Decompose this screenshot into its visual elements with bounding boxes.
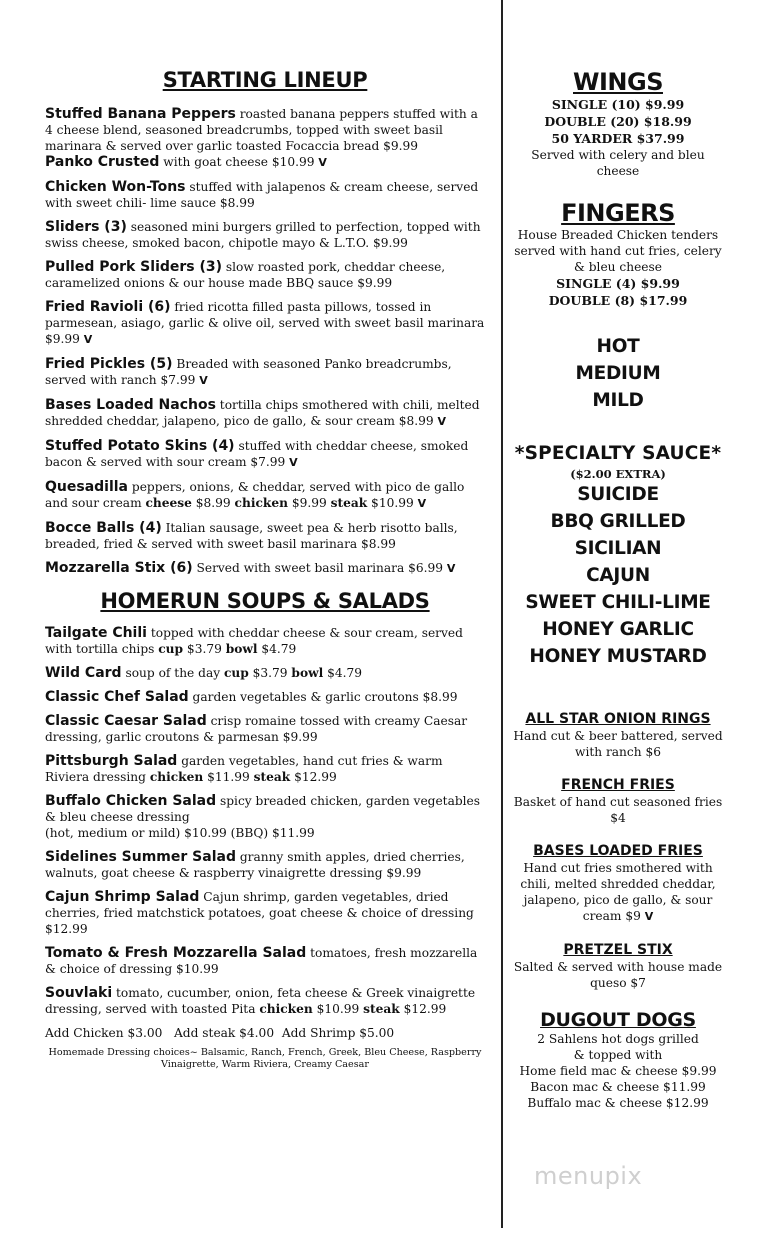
vegetarian-mark: V xyxy=(417,497,427,510)
item-desc: with goat cheese $10.99 xyxy=(159,155,319,169)
item-name: Stuffed Potato Skins (4) xyxy=(45,438,235,454)
item-desc: garden vegetables & garlic croutons $8.99 xyxy=(188,690,458,704)
dugout-dogs-line: 2 Sahlens hot dogs grilled xyxy=(537,1032,699,1046)
item-name: Classic Caesar Salad xyxy=(45,713,207,729)
item-name: Sliders (3) xyxy=(45,219,127,235)
fingers-title: FINGERS xyxy=(561,199,675,227)
side-item xyxy=(512,842,724,925)
heat-levels xyxy=(512,333,724,414)
option-label: steak xyxy=(363,1002,400,1016)
item-desc: tomatoes, fresh mozzarella & choice of dressing $10.99 xyxy=(45,946,478,976)
option-price: $4.79 xyxy=(323,666,362,680)
option-price: $10.99 xyxy=(312,1002,364,1016)
wings-note: Served with celery and bleu cheese xyxy=(531,148,705,178)
vegetarian-mark: V xyxy=(446,562,456,575)
item-name: Pittsburgh Salad xyxy=(45,753,178,769)
item-desc: granny smith apples, dried cherries, walnuts, goat cheese & raspberry vinaigrette dressing $9.99 xyxy=(45,850,465,880)
menu-item xyxy=(45,179,485,211)
dugout-dogs-line: Home field mac & cheese $9.99 xyxy=(519,1064,717,1078)
side-item xyxy=(512,776,724,826)
item-name: Mozzarella Stix (6) xyxy=(45,560,193,576)
side-title: BASES LOADED FRIES xyxy=(533,843,703,859)
side-title: ALL STAR ONION RINGS xyxy=(525,711,711,727)
menu-item xyxy=(45,299,485,348)
option-label: chicken xyxy=(234,496,288,510)
specialty-sauce-title: *SPECIALTY SAUCE* xyxy=(514,443,722,464)
option-price: $12.99 xyxy=(399,1002,447,1016)
item-name: Souvlaki xyxy=(45,985,113,1001)
item-desc: seasoned mini burgers grilled to perfection, topped with swiss cheese, smoked bacon, chipotle mayo & L.T.O. $9.99 xyxy=(45,220,481,250)
fingers-section xyxy=(512,199,724,309)
option-price: $8.99 xyxy=(191,496,235,510)
option-label: cup xyxy=(223,666,249,680)
fingers-price: DOUBLE (8) $17.99 xyxy=(548,293,688,308)
item-name: Buffalo Chicken Salad xyxy=(45,793,217,809)
item-name: Wild Card xyxy=(45,665,122,681)
menu-item xyxy=(45,219,485,251)
item-name: Stuffed Banana Peppers xyxy=(45,106,236,122)
item-name: Fried Pickles (5) xyxy=(45,356,173,372)
vegetarian-mark: V xyxy=(437,415,447,428)
fingers-desc: House Breaded Chicken tenders served with hand cut fries, celery & bleu cheese xyxy=(514,228,722,274)
option-label: chicken xyxy=(259,1002,313,1016)
soups-salads-list xyxy=(45,625,485,1017)
option-label: cup xyxy=(158,642,184,656)
side-desc: Hand cut & beer battered, served with ranch $6 xyxy=(513,729,723,759)
menu-item xyxy=(45,625,485,657)
side-item xyxy=(512,710,724,760)
menu-item xyxy=(45,985,485,1017)
side-title: FRENCH FRIES xyxy=(561,777,675,793)
vegetarian-mark: V xyxy=(199,374,208,387)
wings-price: 50 YARDER $37.99 xyxy=(551,131,685,146)
sauce-name: HONEY GARLIC xyxy=(542,619,694,640)
wings-section xyxy=(512,68,724,179)
item-name: Tomato & Fresh Mozzarella Salad xyxy=(45,945,307,961)
side-title: PRETZEL STIX xyxy=(563,942,673,958)
add-ons-line: Add Chicken $3.00 Add steak $4.00 Add Shrimp $5.00 xyxy=(45,1026,395,1040)
side-desc: Salted & served with house made queso $7 xyxy=(513,960,723,990)
item-desc: soup of the day xyxy=(121,666,224,680)
heat-level: MEDIUM xyxy=(575,363,661,384)
item-desc: stuffed with jalapenos & cream cheese, served with sweet chili- lime sauce $8.99 xyxy=(45,180,479,210)
sauce-name: CAJUN xyxy=(586,565,650,586)
option-label: steak xyxy=(330,496,368,510)
item-desc: peppers, onions, & cheddar, served with pico de gallo and sour cream xyxy=(45,480,465,510)
menu-item xyxy=(45,889,485,937)
item-name: Chicken Won-Tons xyxy=(45,179,186,195)
dugout-dogs-title: DUGOUT DOGS xyxy=(540,1009,696,1031)
soups-salads-title: HOMERUN SOUPS & SALADS xyxy=(100,589,430,613)
item-name: Sidelines Summer Salad xyxy=(45,849,236,865)
wings-price: DOUBLE (20) $18.99 xyxy=(544,114,692,129)
sauce-name: SUICIDE xyxy=(577,484,659,505)
heat-level: MILD xyxy=(592,390,644,411)
item-desc: stuffed with cheddar cheese, smoked bacon & served with sour cream $7.99 xyxy=(45,439,469,469)
vegetarian-mark: V xyxy=(318,156,327,169)
item-desc: Breaded with seasoned Panko breadcrumbs, served with ranch $7.99 xyxy=(45,357,452,387)
dugout-dogs-line: & topped with xyxy=(573,1048,663,1062)
option-price: $11.99 xyxy=(203,770,254,784)
option-label: chicken xyxy=(149,770,204,784)
option-price: $12.99 xyxy=(290,770,337,784)
item-desc: crisp romaine tossed with creamy Caesar dressing, garlic croutons & parmesan $9.99 xyxy=(45,714,468,744)
option-price: $3.79 xyxy=(183,642,226,656)
item-desc: spicy breaded chicken, garden vegetables & bleu cheese dressing xyxy=(45,794,481,824)
item-name: Panko Crusted xyxy=(45,154,160,170)
option-price: $3.79 xyxy=(248,666,292,680)
menu-item xyxy=(45,945,485,977)
vegetarian-mark: V xyxy=(644,910,654,923)
option-price: $9.99 xyxy=(287,496,331,510)
option-price: $10.99 xyxy=(367,496,418,510)
menu-item xyxy=(45,665,485,681)
item-name: Tailgate Chili xyxy=(45,625,147,641)
left-column xyxy=(45,68,485,1071)
item-desc: roasted banana peppers stuffed with a 4 cheese blend, seasoned breadcrumbs, topped with sweet basil marinara & served over garlic toasted Focaccia bread $9.99 xyxy=(45,107,478,153)
sauce-name: SICILIAN xyxy=(574,538,662,559)
specialty-extra: ($2.00 EXTRA) xyxy=(570,467,666,481)
item-name: Quesadilla xyxy=(45,479,129,495)
menu-item xyxy=(45,520,485,552)
sauce-name: BBQ GRILLED xyxy=(550,511,686,532)
item-desc: tortilla chips smothered with chili, melted shredded cheddar, jalapeno, pico de gallo, & sour cream $8.99 xyxy=(45,398,480,428)
menu-item xyxy=(45,793,485,841)
menu-item xyxy=(45,689,485,705)
option-label: steak xyxy=(253,770,291,784)
item-desc: Served with sweet basil marinara $6.99 xyxy=(192,561,447,575)
option-price: $4.79 xyxy=(257,642,297,656)
starting-lineup-title: STARTING LINEUP xyxy=(162,68,368,92)
option-label: bowl xyxy=(225,642,258,656)
side-desc: Basket of hand cut seasoned fries $4 xyxy=(513,795,723,825)
menu-item xyxy=(45,356,485,389)
specialty-sauce-section xyxy=(512,440,724,670)
item-name: Bases Loaded Nachos xyxy=(45,397,216,413)
item-desc-extra: (hot, medium or mild) $10.99 (BBQ) $11.99 xyxy=(45,826,315,840)
dugout-dogs-line: Bacon mac & cheese $11.99 xyxy=(530,1080,706,1094)
option-label: bowl xyxy=(291,666,324,680)
starting-lineup-list xyxy=(45,106,485,577)
sauce-name: SWEET CHILI-LIME xyxy=(525,592,711,613)
menu-item xyxy=(45,397,485,430)
wings-price: SINGLE (10) $9.99 xyxy=(551,97,685,112)
menu-item xyxy=(45,479,485,512)
vegetarian-mark: V xyxy=(289,456,298,469)
menu-item xyxy=(45,106,485,154)
menu-item xyxy=(45,438,485,471)
item-desc: fried ricotta filled pasta pillows, tossed in parmesean, asiago, garlic & olive oil, served with sweet basil marinara $9.99 xyxy=(45,300,485,346)
menu-item xyxy=(45,849,485,881)
menu-item xyxy=(45,259,485,291)
item-name: Bocce Balls (4) xyxy=(45,520,162,536)
item-desc: Italian sausage, sweet pea & herb risotto balls, breaded, fried & served with sweet basil marinara $8.99 xyxy=(45,521,458,551)
item-name: Fried Ravioli (6) xyxy=(45,299,171,315)
item-name: Pulled Pork Sliders (3) xyxy=(45,259,223,275)
dugout-dogs-section xyxy=(512,1009,724,1111)
item-desc: tomato, cucumber, onion, feta cheese & Greek vinaigrette dressing, served with toasted Pita xyxy=(45,986,476,1016)
menu-item xyxy=(45,154,485,171)
dressing-choices-note: Homemade Dressing choices~ Balsamic, Ranch, French, Greek, Bleu Cheese, Raspberry Vinaigrette, Warm Riviera, Creamy Caesar xyxy=(48,1047,482,1070)
menu-item xyxy=(45,713,485,745)
item-name: Cajun Shrimp Salad xyxy=(45,889,200,905)
menu-item xyxy=(45,560,485,577)
vegetarian-mark: V xyxy=(83,333,93,346)
wings-title: WINGS xyxy=(573,68,663,96)
dugout-dogs-line: Buffalo mac & cheese $12.99 xyxy=(527,1096,709,1110)
option-label: cheese xyxy=(145,496,192,510)
watermark: menupix xyxy=(534,1162,643,1190)
item-desc: topped with cheddar cheese & sour cream, served with tortilla chips xyxy=(45,626,463,656)
sauce-name: HONEY MUSTARD xyxy=(529,646,707,667)
column-divider xyxy=(501,0,503,1228)
item-desc: slow roasted pork, cheddar cheese, caramelized onions & our house made BBQ sauce $9.99 xyxy=(45,260,446,290)
fingers-price: SINGLE (4) $9.99 xyxy=(556,276,680,291)
right-column xyxy=(512,68,724,1111)
side-desc: Hand cut fries smothered with chili, melted shredded cheddar, jalapeno, pico de gallo, & sour cream $9 xyxy=(520,861,716,923)
heat-level: HOT xyxy=(596,336,640,357)
item-desc: Cajun shrimp, garden vegetables, dried cherries, fried matchstick potatoes, goat cheese & choice of dressing $12.99 xyxy=(45,890,474,936)
item-name: Classic Chef Salad xyxy=(45,689,189,705)
menu-item xyxy=(45,753,485,785)
side-item xyxy=(512,941,724,991)
item-desc: garden vegetables, hand cut fries & warm Riviera dressing xyxy=(45,754,443,784)
